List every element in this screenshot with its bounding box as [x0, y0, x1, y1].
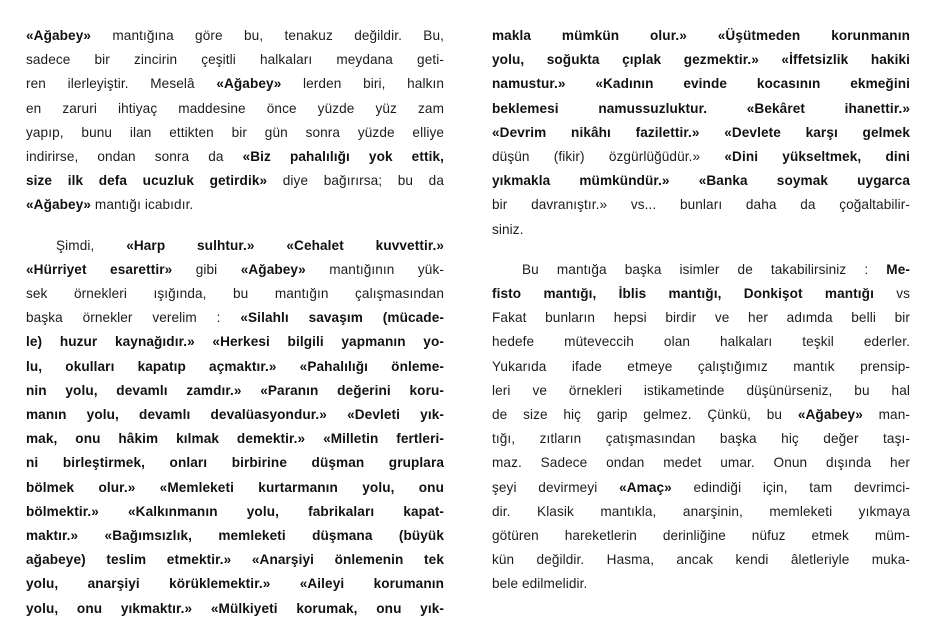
text-segment: hedefe müteveccih olan halkaları teşkil ederler. — [492, 334, 910, 350]
text-line — [492, 169, 910, 193]
text-line — [492, 403, 910, 427]
text-segment: Bu mantığa başka isimler de takabilirsiniz : — [522, 261, 887, 277]
text-segment: yapıp, bunu ilan ettikten bir gün sonra yüzde elliye — [26, 124, 444, 140]
text-line — [26, 355, 444, 379]
bold-text: «Ağabey» — [240, 261, 306, 277]
bold-text: size ilk defa ucuzluk getirdik» — [26, 173, 268, 189]
text-line — [492, 145, 910, 169]
text-segment: indirirse, ondan sonra da — [26, 149, 243, 165]
right-column — [492, 24, 910, 597]
bold-text: «Ağabey» — [26, 197, 92, 213]
text-line — [492, 330, 910, 354]
bold-text: «Ağabey» — [797, 407, 863, 423]
text-segment: bir davranıştır.» vs... bunları daha da çoğaltabilir- — [492, 197, 910, 213]
bold-text: yolu, onu yıkmaktır.» «Mülkiyeti korumak, onu yık- — [26, 600, 444, 616]
text-segment: diye bağırırsa; bu da — [267, 173, 444, 189]
bold-text: «Silahlı savaşım (mücade- — [240, 310, 444, 326]
text-line — [26, 427, 444, 451]
bold-text: «Amaç» — [619, 479, 672, 495]
text-line — [492, 121, 910, 145]
text-line — [26, 572, 444, 596]
text-segment: götüren hareketlerin derinliğine nüfuz etmek müm- — [492, 528, 910, 544]
text-line — [26, 72, 444, 96]
bold-text: le) huzur kaynağıdır.» «Herkesi bilgili yapmanın yo- — [26, 334, 444, 350]
text-line — [26, 330, 444, 354]
text-line — [492, 548, 910, 572]
bold-text: «Dini yükseltmek, dini — [724, 149, 910, 165]
text-segment: başka örnekler verelim : — [26, 310, 241, 326]
text-line — [26, 169, 444, 193]
text-segment: şeyi devirmeyi — [492, 479, 620, 495]
text-line — [492, 451, 910, 475]
text-segment: sek örnekleri ışığında, bu mantığın çalışmasından — [26, 286, 444, 302]
text-segment: Şimdi, — [56, 237, 127, 253]
text-segment: man- — [862, 407, 910, 423]
text-line — [492, 48, 910, 72]
text-line — [26, 97, 444, 121]
left-column — [26, 24, 444, 621]
text-segment: düşün (fikir) özgürlüğüdür.» — [492, 149, 725, 165]
bold-text: «Devrim nikâhı fazilettir.» «Devlete karşı gelmek — [492, 124, 910, 140]
text-segment: mantığı icabıdır. — [91, 197, 194, 213]
text-segment: en zaruri ihtiyaç maddesine önce yüzde yüz zam — [26, 100, 444, 116]
text-segment: bele edilmelidir. — [492, 576, 588, 592]
text-line — [492, 193, 910, 217]
text-line — [492, 524, 910, 548]
paragraph — [492, 258, 910, 597]
bold-text: ni birleştirmek, onları birbirine düşman gruplara — [26, 455, 444, 471]
bold-text: maktır.» «Bağımsızlık, memleketi düşmana (büyük — [26, 528, 444, 544]
text-line — [26, 145, 444, 169]
bold-text: «Harp sulhtur.» «Cehalet kuvvettir.» — [126, 237, 445, 253]
text-line — [26, 597, 444, 621]
text-line — [492, 427, 910, 451]
bold-text: «Biz pahalılığı yok ettik, — [242, 149, 444, 165]
text-line — [492, 355, 910, 379]
text-line — [492, 306, 910, 330]
text-line — [26, 48, 444, 72]
text-line — [26, 476, 444, 500]
text-line — [26, 451, 444, 475]
text-segment: maz. Sadece ondan medet umar. Onun dışında her — [492, 455, 910, 471]
text-segment: edindiği için, tam devrimci- — [671, 479, 910, 495]
bold-text: lu, okulları kapatıp açmaktır.» «Pahalılığı önleme- — [26, 358, 444, 374]
text-line — [492, 72, 910, 96]
bold-text: makla mümkün olur.» «Üşütmeden korunmanın — [492, 28, 910, 43]
text-line — [26, 500, 444, 524]
paragraph — [492, 24, 910, 242]
text-segment: dir. Klasik mantıkla, anarşinin, memleketi yıkmaya — [492, 503, 910, 519]
paragraph — [26, 234, 444, 621]
text-segment: mantığına göre bu, tenakuz değildir. Bu, — [91, 28, 444, 43]
text-segment: Yukarıda ifade etmeye çalıştığımız mantık prensip- — [492, 358, 910, 374]
text-line — [492, 258, 910, 282]
paragraph — [26, 24, 444, 218]
bold-text: fisto mantığı, İblis mantığı, Donkişot mantığı — [492, 286, 874, 302]
text-segment: leri ve örnekleri istikametinde düşünürseniz, bu hal — [492, 382, 910, 398]
bold-text: «Ağabey» — [216, 76, 282, 92]
bold-text: manın yolu, devamlı devalüasyondur.» «Devleti yık- — [26, 407, 444, 423]
bold-text: «Ağabey» — [26, 28, 92, 43]
text-segment: mantığının yük- — [305, 261, 444, 277]
paragraph-gap — [492, 242, 910, 258]
text-line — [492, 476, 910, 500]
text-line — [26, 403, 444, 427]
text-segment: lerden biri, halkın — [281, 76, 444, 92]
text-line — [26, 379, 444, 403]
text-line — [26, 234, 444, 258]
bold-text: Me- — [886, 261, 910, 277]
text-line — [26, 24, 444, 48]
text-line — [492, 572, 910, 596]
text-segment: ren ilerleyiştir. Meselâ — [26, 76, 217, 92]
text-line — [492, 218, 910, 242]
bold-text: nin yolu, devamlı zamdır.» «Paranın değerini koru- — [26, 382, 444, 398]
text-segment: gibi — [172, 261, 241, 277]
bold-text: yolu, anarşiyi körüklemektir.» «Aileyi korumanın — [26, 576, 444, 592]
text-line — [26, 282, 444, 306]
paragraph-gap — [26, 218, 444, 234]
text-line — [492, 500, 910, 524]
text-segment: sadece bir zincirin çeşitli halkaları meydana geti- — [26, 52, 444, 68]
bold-text: «Hürriyet esarettir» — [26, 261, 173, 277]
bold-text: bölmek olur.» «Memleketi kurtarmanın yolu, onu — [26, 479, 444, 495]
text-segment: de size hiç garip gelmez. Çünkü, bu — [492, 407, 798, 423]
text-line — [26, 193, 444, 217]
text-segment: vs — [873, 286, 910, 302]
text-line — [26, 121, 444, 145]
text-line — [492, 379, 910, 403]
text-segment: siniz. — [492, 221, 524, 237]
bold-text: yıkmakla mümkündür.» «Banka soymak uygarca — [492, 173, 910, 189]
text-segment: kün değildir. Hasma, ancak kendi âletleriyle muka- — [492, 552, 910, 568]
bold-text: namustur.» «Kadının evinde kocasının ekmeğini — [492, 76, 910, 92]
text-line — [26, 306, 444, 330]
text-line — [492, 282, 910, 306]
text-line — [492, 97, 910, 121]
bold-text: mak, onu hâkim kılmak demektir.» «Milletin fertleri- — [26, 431, 444, 447]
text-line — [26, 548, 444, 572]
text-line — [26, 258, 444, 282]
bold-text: yolu, soğukta çıplak gezmektir.» «İffetsizlik hakiki — [492, 52, 910, 68]
text-line — [26, 524, 444, 548]
text-line — [492, 24, 910, 48]
text-segment: Fakat bunların hepsi birdir ve her adımda belli bir — [492, 310, 910, 326]
bold-text: bölmektir.» «Kalkınmanın yolu, fabrikaları kapat- — [26, 503, 444, 519]
bold-text: ağabeye) teslim etmektir.» «Anarşiyi önlemenin tek — [26, 552, 444, 568]
text-segment: tığı, zıtların çatışmasından başka hiç değer taşı- — [492, 431, 910, 447]
bold-text: beklemesi namussuzluktur. «Bekâret ihanettir.» — [492, 100, 910, 116]
